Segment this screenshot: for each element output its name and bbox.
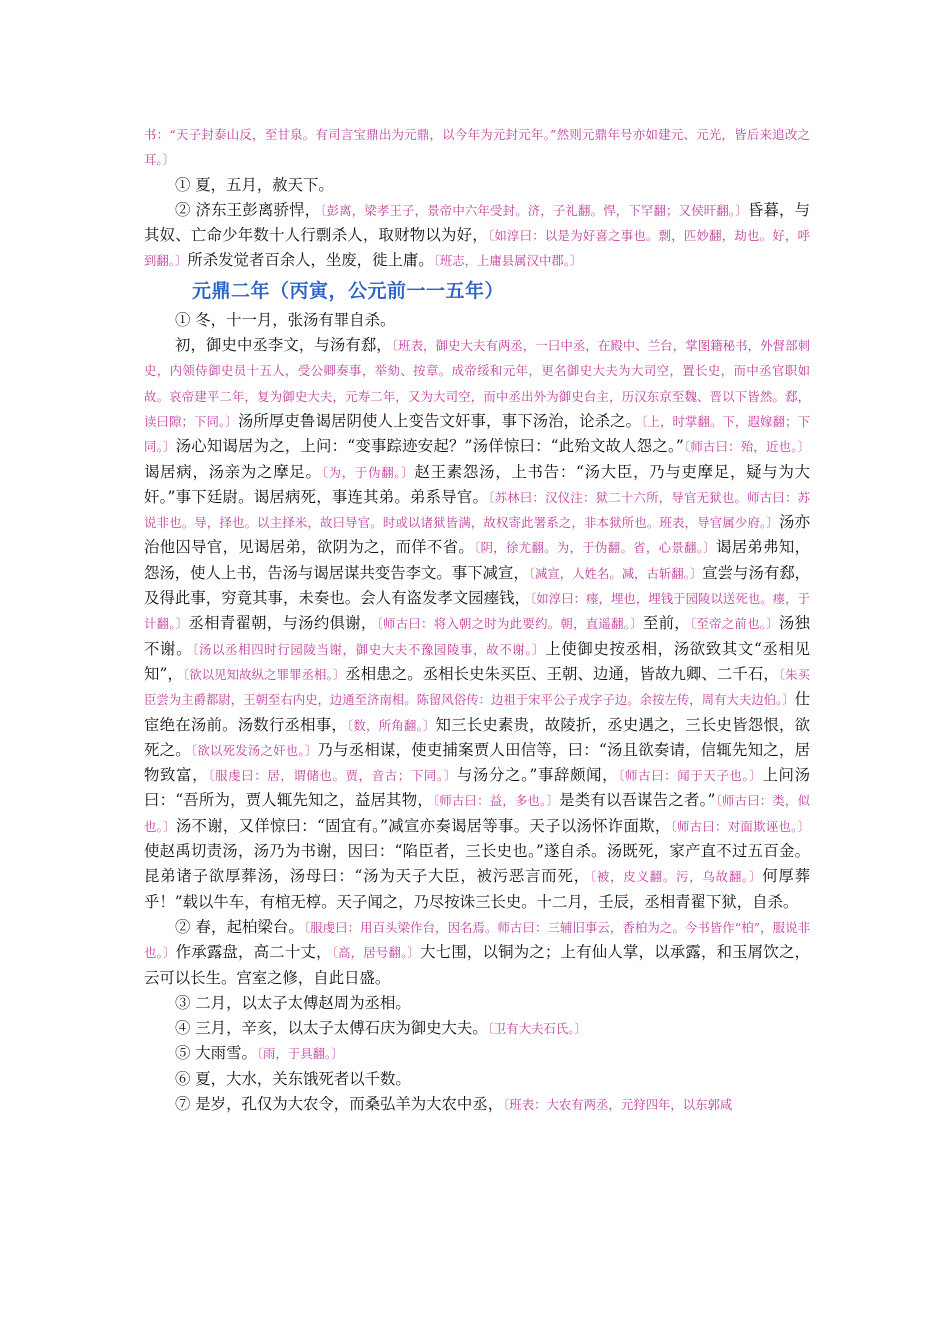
- commentary-note: 〔为，于伪翻。〕: [321, 464, 415, 480]
- commentary-note: 〔欲以见知故纵之罪罪丞相。〕: [182, 666, 346, 682]
- commentary-note: 〔卫有大夫石氏。〕: [487, 1021, 587, 1037]
- main-text: ⑦ 是岁，孔仅为大农令，而桑弘羊为大农中丞，: [175, 1094, 504, 1113]
- commentary-note: 〔高，居号翻。〕: [331, 945, 421, 961]
- commentary-note: 〔师古曰：闻于天子也。〕: [618, 768, 763, 784]
- main-text: 上使御史按丞相，汤欲致其文“丞相见知”，: [144, 639, 810, 683]
- paragraph-flood: [144, 1067, 810, 1092]
- commentary-note: 〔师古曰：将入朝之时为此要约。朝，直遥翻。〕: [376, 616, 643, 632]
- commentary-note: 〔上，时掌翻。下，遐嫁翻；下同。〕: [144, 413, 810, 455]
- paragraph-kong-jin: [144, 1092, 810, 1117]
- main-text: ④ 三月，辛亥，以太子太傅石庆为御史大夫。: [175, 1019, 488, 1038]
- main-text: 汤独不谢。: [144, 614, 810, 658]
- main-text: ③ 二月，以太子太傅赵周为丞相。: [175, 993, 411, 1012]
- paragraph-zhang-tang-death: [144, 308, 810, 333]
- main-text: 何厚葬乎！”载以牛车，有棺无椁。天子闻之，乃尽按诛三长史。十二月，壬辰，丞相青翟下狱，自杀。: [144, 867, 810, 911]
- main-text: 谒居病，汤亲为之摩足。: [144, 462, 322, 481]
- commentary-note: 〔数，所角翻。〕: [346, 717, 436, 733]
- main-text: 汤心知谒居为之，上问：“变事踪迹安起？”汤佯惊曰：“此殆文故人怨之。”: [175, 437, 684, 456]
- commentary-note: 〔服虔曰：用百头梁作台，因名焉。师古曰：三辅旧事云，香柏为之。今书皆作“柏”，服说非也。〕: [144, 919, 810, 961]
- commentary-note: 〔师古曰：对面欺诬也。〕: [670, 818, 810, 834]
- main-text: ② 春，起柏梁台。: [175, 917, 304, 936]
- commentary-note: 〔师古曰：类，似也。〕: [144, 793, 810, 834]
- main-text: 乃与丞相谋，使吏捕案贾人田信等，曰：“汤且欲奏请，信辄先知之，居物致富，: [144, 740, 810, 785]
- commentary-note: 〔班表，御史大夫有两丞，一曰中丞，在殿中、兰台，掌图籍秘书，外督部刺史，内领侍御史员十五人，受公卿奏事，举劾、按章。成帝绥和元年，更名御史大夫为大司空，置长史，而中丞官职如故。哀帝建平二年，复为御史大夫，元寿二年，又为大司空，而中丞出外为御史台主，历汉东京至魏、晋以下皆然。郄，读曰隙；下同。〕: [144, 338, 810, 429]
- main-text: 汤所厚吏鲁谒居阴使人上变告文奸事，事下汤治，论杀之。: [237, 411, 642, 430]
- main-text: 是类有以吾谋告之者。”: [559, 791, 716, 810]
- commentary-note: 〔至帝之前也。〕: [689, 616, 779, 632]
- section-heading: 元鼎二年（丙寅，公元前一一五年）: [192, 279, 505, 302]
- main-text: 谒居弟弗知，怨汤，使人上书，告汤与谒居谋共变告李文。事下减宣，: [144, 538, 810, 582]
- commentary-note: 〔服虔曰：居，谓储也。贾，音古；下同。〕: [208, 768, 457, 784]
- main-text: 使赵禹切责汤，汤乃为书谢，因曰：“陷臣者，三长史也。”遂自杀。汤既死，家产直不过五百金。昆弟诸子欲厚葬汤，汤母曰：“汤为天子大臣，被污恶言而死，: [144, 842, 810, 886]
- main-text: 大七围，以铜为之；上有仙人掌，以承露，和玉屑饮之，云可以长生。宫室之修，自此日盛。: [144, 943, 810, 987]
- paragraph-zhao-zhou: [144, 991, 810, 1016]
- commentary-note: 〔汤以丞相四时行园陵当谢，御史大夫不豫园陵事，故不谢。〕: [192, 641, 546, 657]
- commentary-note: 〔师古曰：益，多也。〕: [432, 793, 560, 809]
- paragraph-top-note: [144, 122, 810, 173]
- commentary-note: 〔班表：大农有两丞，元狩四年，以东郭咸: [503, 1096, 733, 1112]
- commentary-note: 〔师古曰：殆，近也。〕: [683, 439, 810, 455]
- commentary-note: 〔彭离，梁孝王子，景帝中六年受封。济，子礼翻。悍，下罕翻；又侯旰翻。〕: [320, 202, 748, 218]
- paragraph-jidong-king: [144, 198, 810, 274]
- paragraph-boliang-terrace: [144, 915, 810, 991]
- commentary-note: 〔苏林曰：汉仪注：狱二十六所，导官无狱也。师古曰：苏说非也。导，择也。以主择米，故曰导官。时或以诸狱皆满，故权寄此署系之，非本狱所也。班表，导官属少府。〕: [144, 489, 810, 531]
- main-text: 上问汤曰：“吾所为，贾人辄先知之，益居其物，: [144, 766, 810, 810]
- commentary-note: 〔减宣，人姓名。减，古斩翻。〕: [528, 565, 703, 581]
- commentary-note: 书：“天子封泰山反，至甘泉。有司言宝鼎出为元鼎，以今年为元封元年。”然则元鼎年号亦如建元、元光，皆后来追改之耳。〕: [144, 127, 810, 168]
- commentary-note: 〔如淳曰：以是为好喜之事也。剽，匹妙翻，劫也。好，呼到翻。〕: [144, 228, 810, 269]
- commentary-note: 〔阴，徐尤翻。为，于伪翻。省，心景翻。〕: [474, 540, 716, 556]
- main-text: ⑥ 夏，大水，关东饿死者以千数。: [175, 1069, 411, 1088]
- main-text: ② 济东王彭离骄悍，: [175, 200, 321, 219]
- main-text: ⑤ 大雨雪。: [175, 1044, 257, 1063]
- main-text: 知三长史素贵，故陵折，丞史遇之，三长史皆怨恨，欲死之。: [144, 715, 810, 759]
- main-text: 宣尝与汤有郄，及得此事，穷竟其事，未奏也。会人有盗发孝文园瘗钱，: [144, 563, 810, 608]
- commentary-note: 〔朱买臣尝为主爵都尉，王朝至右内史，边通至济南相。陈留风俗传：边祖于宋平公子戎字子边。余按左传，周有大夫边伯。〕: [144, 666, 810, 708]
- main-text: 与汤分之。”事辞颇闻，: [456, 766, 619, 785]
- paragraph-snow: [144, 1041, 810, 1066]
- main-text: 丞相患之。丞相长史朱买臣、王朝、边通，皆故九卿、二千石，: [345, 664, 779, 683]
- main-text: 初，御史中丞李文，与汤有郄，: [175, 336, 392, 355]
- main-text: 至前，: [642, 614, 690, 633]
- paragraph-amnesty: [144, 173, 810, 198]
- main-text: 赵王素怨汤，上书告：“汤大臣，乃与吏摩足，疑与为大奸。”事下廷尉。谒居病死，事连其弟。弟系导官。: [144, 462, 810, 506]
- commentary-note: 〔被，皮义翻。污，乌故翻。〕: [589, 869, 763, 885]
- paragraph-zhang-tang-story: [144, 333, 810, 915]
- main-text: 作承露盘，高二十丈，: [175, 943, 332, 962]
- main-text: 昏暮，与其奴、亡命少年数十人行剽杀人，取财物以为好，: [144, 200, 810, 245]
- commentary-note: 〔欲以死发汤之奸也。〕: [190, 742, 318, 758]
- main-text: 仕宦绝在汤前。汤数行丞相事，: [144, 690, 810, 734]
- main-text: 丞相青翟朝，与汤约俱谢，: [188, 614, 377, 633]
- main-text: ① 夏，五月，赦天下。: [175, 175, 334, 194]
- main-text: ① 冬，十一月，张汤有罪自杀。: [175, 310, 396, 329]
- main-text: 所杀发觉者百余人，坐废，徙上庸。: [187, 251, 434, 270]
- document-page: [144, 122, 810, 1117]
- commentary-note: 〔雨，于具翻。〕: [256, 1046, 344, 1062]
- main-text: 汤亦治他囚导官，见谒居弟，欲阴为之，而佯不省。: [144, 513, 810, 557]
- paragraph-shi-qing: [144, 1016, 810, 1041]
- commentary-note: 〔班志，上庸县属汉中郡。〕: [433, 253, 583, 269]
- main-text: 汤不谢，又佯惊曰：“固宜有。”减宣亦奏谒居等事。天子以汤怀诈面欺，: [175, 816, 671, 835]
- commentary-note: 〔如淳曰：瘗，埋也，埋钱于园陵以送死也。瘗，于计翻。〕: [144, 591, 810, 632]
